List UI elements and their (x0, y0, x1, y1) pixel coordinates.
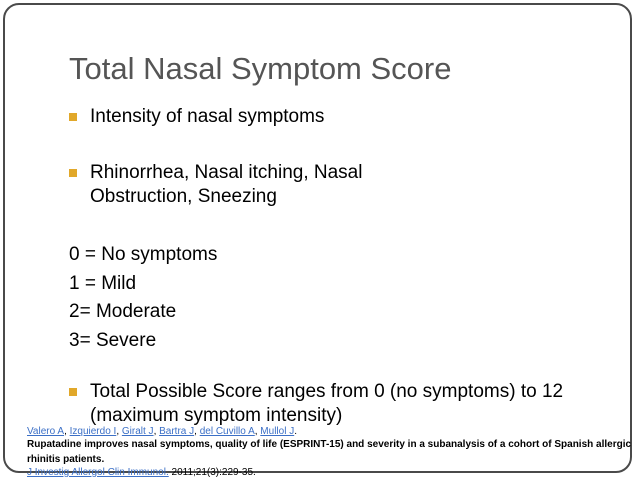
reference-title: Rupatadine improves nasal symptoms, quality of life (ESPRINT-15) and severity in a subanalysis of a cohort of Spanish allergic rhinitis patients. (27, 439, 632, 465)
author-link[interactable]: Valero A (27, 426, 65, 437)
author-link[interactable]: del Cuvillo A (199, 426, 255, 437)
bullet-text: Rhinorrhea, Nasal itching, Nasal Obstruction, Sneezing (90, 162, 363, 207)
bullet-text: Intensity of nasal symptoms (90, 106, 325, 127)
bullet-symptoms (69, 161, 409, 209)
reference-journal (27, 465, 256, 480)
author-link[interactable]: Bartra J (159, 426, 195, 437)
journal-link[interactable]: J Investig Allergol Clin Immunol. (27, 467, 169, 478)
scale-item: 0 = No symptoms (69, 244, 218, 265)
bullet-text: Total Possible Score ranges from 0 (no symptoms) to 12 (maximum symptom intensity) (90, 381, 564, 426)
bullet-square-icon (69, 388, 77, 396)
reference-authors: Valero A, Izquierdo I, Giralt J, Bartra J, del Cuvillo A, Mullol J. (27, 426, 297, 437)
scale-item: 3= Severe (69, 329, 157, 351)
slide-title: Total Nasal Symptom Score (69, 51, 452, 86)
bullet-square-icon (69, 113, 77, 121)
scale-item: 2= Moderate (69, 301, 177, 322)
bullet-total-score (69, 380, 609, 428)
author-link[interactable]: Mullol J (260, 426, 295, 437)
reference-citation: 2011;21(3):229-35. (168, 467, 256, 478)
author-link[interactable]: Izquierdo I (69, 426, 117, 437)
author-link[interactable]: Giralt J (121, 426, 154, 437)
score-scale (69, 241, 217, 355)
bullet-square-icon (69, 169, 77, 177)
scale-item: 1 = Mild (69, 272, 137, 294)
bullet-intensity (69, 105, 324, 129)
